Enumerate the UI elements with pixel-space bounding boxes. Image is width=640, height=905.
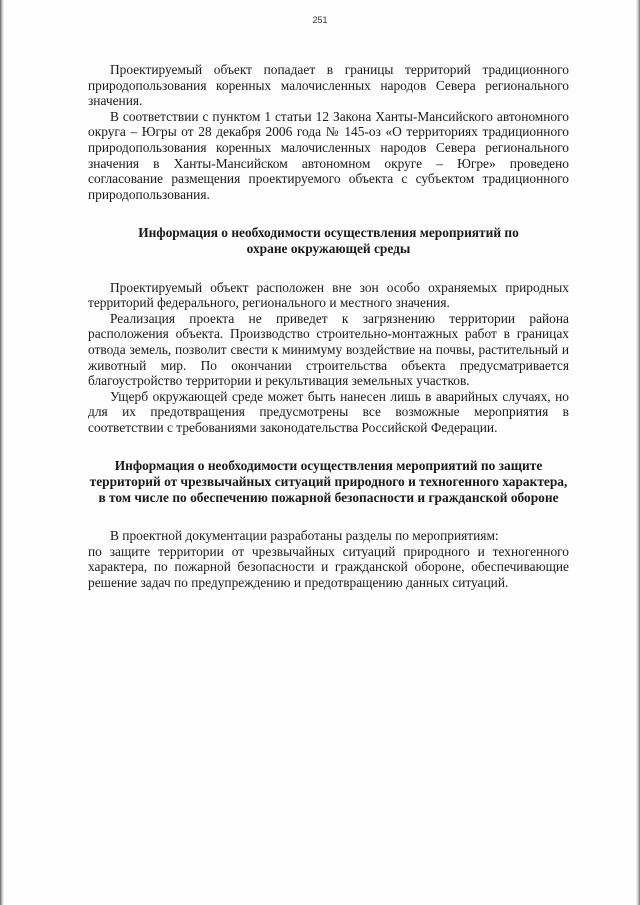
paragraph-territory: Проектируемый объект попадает в границы территорий традиционного природопользования коренных малочисленных народов Севера регионального значения. — [88, 62, 569, 109]
section-heading-emergency: Информация о необходимости осуществления мероприятий по защите территорий от чрезвычайных ситуаций природного и техногенного характера, в том числе по обеспечению пожарной безопасности и гражданской обороне — [89, 458, 568, 505]
section-heading-environment: Информация о необходимости осуществления мероприятий по охране окружающей среды — [138, 225, 519, 256]
page-number: 251 — [312, 15, 328, 25]
scan-edge-left — [0, 0, 4, 905]
scan-edge-right — [636, 0, 640, 905]
paragraph-sections-intro: В проектной документации разработаны разделы по мероприятиям: — [110, 528, 499, 544]
document-body — [88, 62, 569, 591]
paragraph-pollution: Реализация проекта не приведет к загрязнению территории района расположения объекта. Производство строительно-монтажных работ в границах отвода земель, позволит свести к минимуму воздействие на почвы, растительный и животный мир. По окончании строительства объекта предусматривается благоустройство территории и рекультивация земельных участков. — [88, 310, 569, 389]
paragraph-damage: Ущерб окружающей среде может быть нанесен лишь в аварийных случаях, но для их предотвращения предусмотрены все возможные мероприятия в соответствии с требованиями законодательства Российской Федерации. — [88, 388, 569, 435]
paragraph-sections-body: по защите территории от чрезвычайных ситуаций природного и техногенного характера, по пожарной безопасности и гражданской обороне, обеспечивающие решение задач по предупреждению и предотвращению данных ситуаций. — [88, 543, 569, 591]
paragraph-protected-areas: Проектируемый объект расположен вне зон особо охраняемых природных территорий федерального, регионального и местного значения. — [88, 279, 569, 311]
paragraph-law-reference: В соответствии с пунктом 1 статьи 12 Закона Ханты-Мансийского автономного округа – Югры от 28 декабря 2006 года № 145-оз «О территориях традиционного природопользования коренных малочисленных народов Севера регионального значения в Ханты-Мансийском автономном округе – Югре» проведено согласование размещения проектируемого объекта с субъектом традиционного природопользования. — [88, 108, 569, 202]
